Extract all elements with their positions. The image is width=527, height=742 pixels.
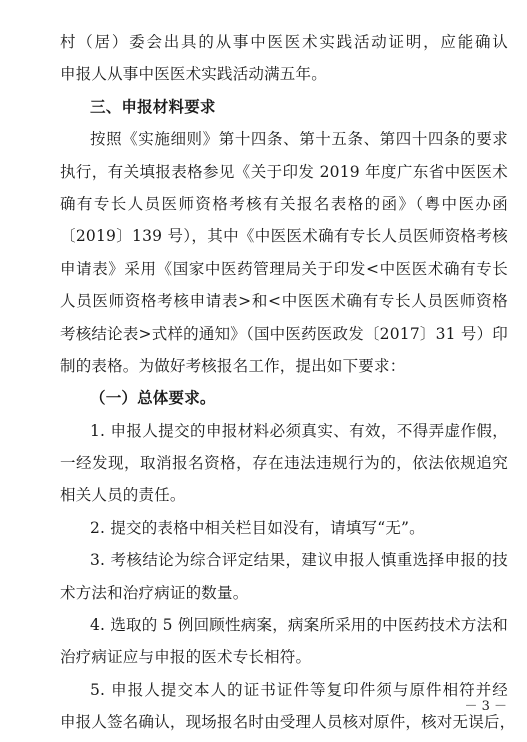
paragraph-line: 〔2019〕139 号），其中《中医医术确有专长人员医师资格考核: [60, 227, 508, 246]
list-item-line: 2. 提交的表格中相关栏目如没有，请填写“无”。: [90, 518, 425, 537]
section-heading: 三、申报材料要求: [90, 97, 216, 116]
paragraph-line: 人员医师资格考核申请表>和<中医医术确有专长人员医师资格: [60, 292, 508, 311]
list-item-line: 4. 选取的 5 例回顾性病案，病案所采用的中医药技术方法和: [90, 616, 508, 635]
paragraph-line: 确有专长人员医师资格考核有关报名表格的函》（粤中医办函: [60, 194, 508, 213]
paragraph-line: 制的表格。为做好考核报名工作，提出如下要求：: [60, 356, 406, 375]
document-body: [60, 26, 516, 739]
paragraph-line: 村（居）委会出具的从事中医医术实践活动证明，应能确认: [60, 33, 508, 51]
page-number: － 3 －: [464, 699, 507, 714]
list-item-line: 术方法和治疗病证的数量。: [60, 583, 249, 602]
list-item-line: 申报人签名确认，现场报名时由受理人员核对原件，核对无误后，: [60, 713, 516, 732]
paragraph-line: 按照《实施细则》第十四条、第十五条、第四十四条的要求: [90, 130, 508, 149]
paragraph-line: 考核结论表>式样的通知》（国中医药医政发〔2017〕31 号）印: [60, 324, 508, 343]
paragraph-line: 执行，有关填报表格参见《关于印发 2019 年度广东省中医医术: [60, 162, 508, 181]
list-item-line: 相关人员的责任。: [60, 486, 186, 505]
subsection-heading: （一）总体要求。: [90, 388, 216, 408]
list-item-line: 一经发现，取消报名资格，存在违法违规行为的，依法依规追究: [60, 454, 508, 473]
paragraph-line: 申报人从事中医医术实践活动满五年。: [60, 65, 327, 84]
list-item-line: 3. 考核结论为综合评定结果，建议申报人慎重选择申报的技: [90, 551, 508, 570]
list-item-line: 5. 申报人提交本人的证书证件等复印件须与原件相符并经: [90, 680, 508, 699]
list-item-line: 1. 申报人提交的申报材料必须真实、有效，不得弄虚作假，: [90, 421, 508, 440]
list-item-line: 治疗病证应与申报的医术专长相符。: [60, 648, 312, 667]
paragraph-line: 申请表》采用《国家中医药管理局关于印发<中医医术确有专长: [60, 259, 508, 278]
